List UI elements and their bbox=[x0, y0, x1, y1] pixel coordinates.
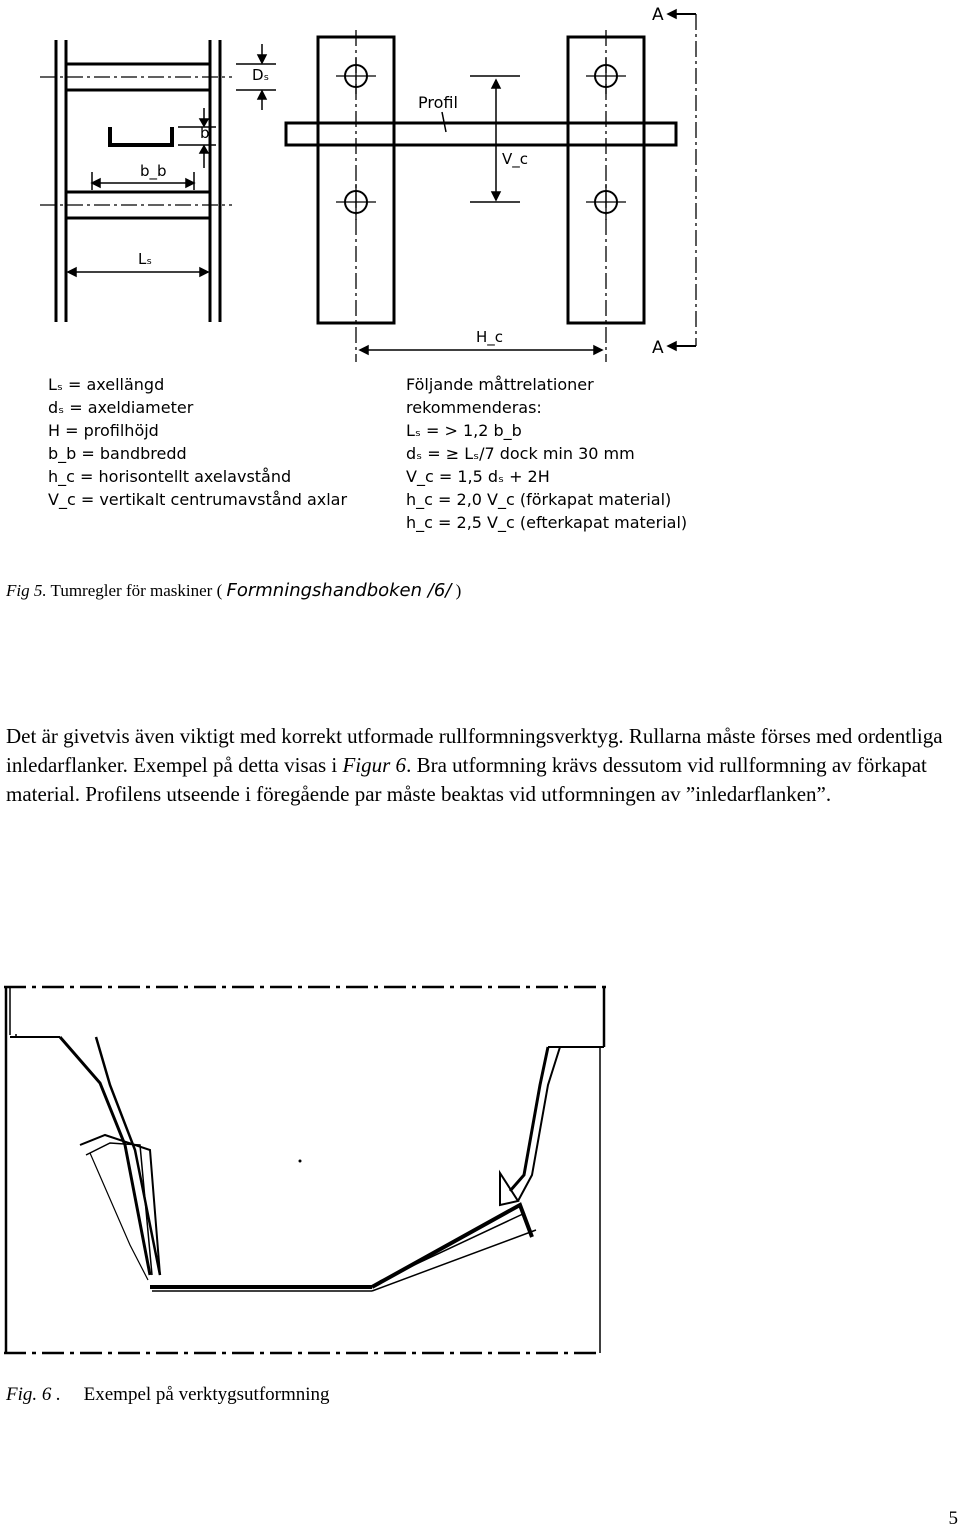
figure-5-drawing bbox=[0, 0, 960, 545]
page-number: 5 bbox=[948, 1508, 958, 1529]
legend-left-line: b_b = bandbredd bbox=[48, 444, 187, 463]
figure-6-label: Fig. 6 . bbox=[6, 1384, 61, 1405]
figure-5-caption bbox=[6, 580, 461, 601]
legend-right bbox=[406, 375, 687, 533]
label-ls: Lₛ bbox=[138, 250, 152, 268]
figure-6-reference: Figur 6 bbox=[342, 753, 407, 778]
figure-6-drawing bbox=[0, 975, 620, 1370]
figure-5-text: Tumregler för maskiner ( bbox=[46, 581, 227, 600]
legend-left bbox=[48, 375, 347, 510]
figure-5-close: ) bbox=[451, 581, 462, 600]
legend-right-line: Lₛ = > 1,2 b_b bbox=[406, 421, 522, 440]
legend-right-line: dₛ = ≥ Lₛ/7 dock min 30 mm bbox=[406, 444, 635, 463]
legend-right-line: rekommenderas: bbox=[406, 398, 542, 417]
label-profil: Profil bbox=[418, 93, 458, 112]
label-b: b bbox=[200, 124, 210, 142]
body-paragraph bbox=[6, 722, 954, 810]
legend-right-line: h_c = 2,0 V_c (förkapat material) bbox=[406, 490, 672, 509]
legend-left-line: h_c = horisontellt axelavstånd bbox=[48, 467, 292, 486]
legend-left-line: V_c = vertikalt centrumavstånd axlar bbox=[48, 490, 348, 509]
legend-right-line: Följande måttrelationer bbox=[406, 375, 594, 394]
figure-5-label: Fig 5. bbox=[6, 581, 47, 600]
label-ds: Dₛ bbox=[252, 66, 270, 84]
label-a-top: A bbox=[652, 5, 664, 25]
figure-6-text: Exempel på verktygsutformning bbox=[83, 1384, 330, 1405]
legend-left-line: H = profilhöjd bbox=[48, 421, 159, 440]
label-bb: b_b bbox=[140, 162, 167, 180]
label-vc: V_c bbox=[502, 150, 529, 168]
label-hc: H_c bbox=[476, 328, 504, 346]
label-a-bottom: A bbox=[652, 338, 664, 358]
body-text-part1: Det är givetvis även viktigt med korrekt utformade rullformningsverktyg. Rullarna måste förses med ordentliga inledarflanker. Exempel på detta visas i bbox=[6, 724, 943, 778]
legend-right-line: V_c = 1,5 dₛ + 2H bbox=[406, 467, 550, 486]
figure-5-source: Formningshandboken /6/ bbox=[226, 580, 452, 601]
legend-left-line: dₛ = axeldiameter bbox=[48, 398, 194, 417]
legend-right-line: h_c = 2,5 V_c (efterkapat material) bbox=[406, 513, 688, 532]
body-text-part2: . Bra utformning krävs dessutom vid rullformning av förkapat material. Profilens utseende i föregående par måste beaktas vid utformningen av ”inledarflanken”. bbox=[6, 753, 927, 807]
figure-6-caption bbox=[6, 1384, 330, 1406]
legend-left-line: Lₛ = axellängd bbox=[48, 375, 165, 394]
